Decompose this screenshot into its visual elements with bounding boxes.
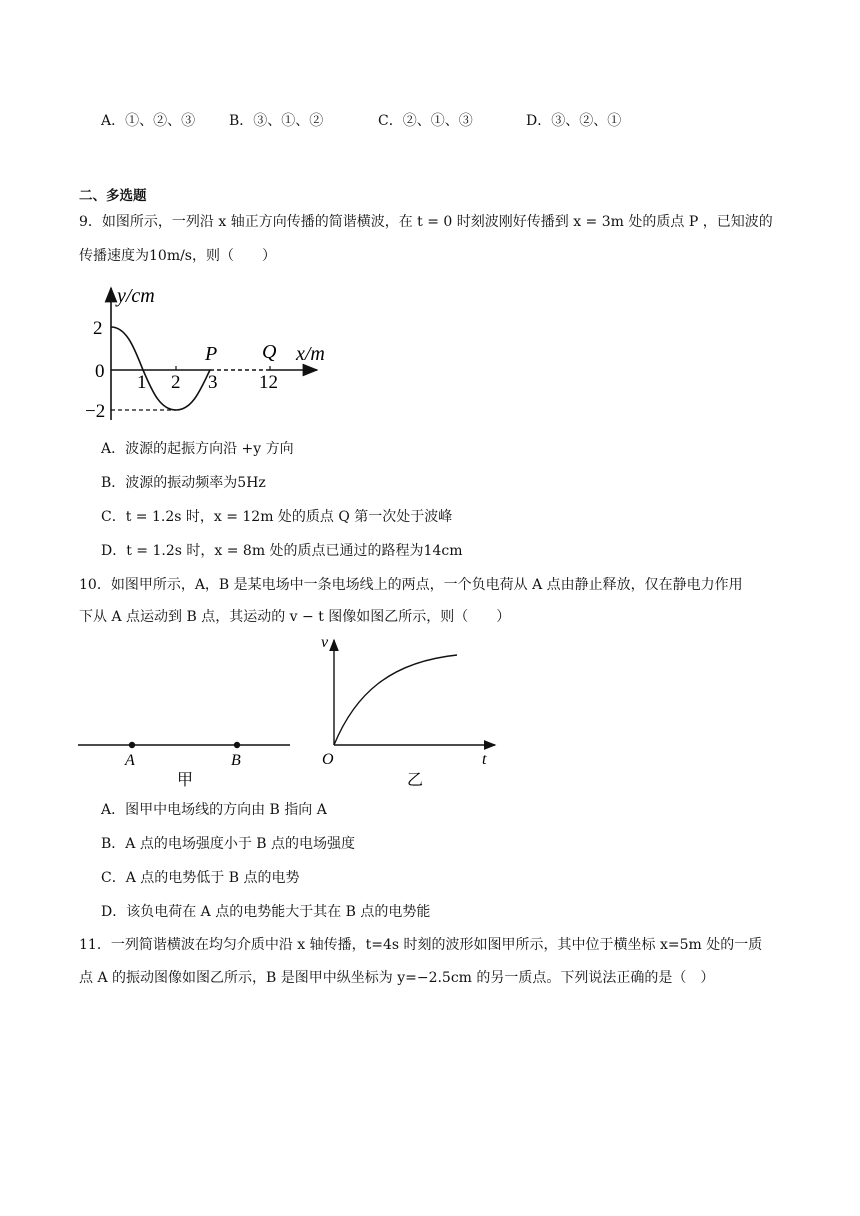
q10-option-a: A．图甲中电场线的方向由 B 指向 A <box>101 802 327 818</box>
point-b-dot <box>234 742 240 748</box>
q9-wave-figure <box>85 280 345 430</box>
q8-option-b: B．③、①、② <box>229 113 324 129</box>
wave-curve <box>111 327 210 410</box>
q9-option-d: D．t = 1.2s 时，x = 8m 处的质点已通过的路程为14cm <box>101 543 463 559</box>
q9-stem-line1: 9．如图所示，一列沿 x 轴正方向传播的简谐横波，在 t = 0 时刻波刚好传播到 x = 3m 处的质点 P ，已知波的 <box>79 214 773 230</box>
q10-option-c: C．A 点的电势低于 B 点的电势 <box>101 870 300 886</box>
t-axis-label: t <box>482 751 487 768</box>
point-a-label: A <box>125 752 135 769</box>
q9-option-c: C．t = 1.2s 时，x = 12m 处的质点 Q 第一次处于波峰 <box>101 509 453 525</box>
q10-stem-line2: 下从 A 点运动到 B 点，其运动的 v − t 图像如图乙所示，则（ ） <box>79 609 511 625</box>
q9-stem-line2: 传播速度为10m/s，则（ ） <box>79 248 276 264</box>
q9-option-b: B．波源的振动频率为5Hz <box>101 475 266 491</box>
q10-field-line-figure <box>78 730 293 790</box>
q11-stem-line2: 点 A 的振动图像如图乙所示，B 是图甲中纵坐标为 y=−2.5cm 的另一质点。下列说法正确的是（ ） <box>79 970 715 986</box>
x-tick-1: 1 <box>137 372 147 393</box>
point-a-dot <box>129 742 135 748</box>
q11-stem-line1: 11．一列简谐横波在均匀介质中沿 x 轴传播，t=4s 时刻的波形如图甲所示，其中位于横坐标 x=5m 处的一质 <box>79 937 763 953</box>
x-axis-label: x/m <box>296 343 325 365</box>
figure-caption-jia: 甲 <box>177 772 194 789</box>
section-title: 二、多选题 <box>79 188 147 204</box>
y-axis-label: y/cm <box>117 285 155 307</box>
y-tick-2: 2 <box>93 318 103 339</box>
x-tick-12: 12 <box>259 372 278 393</box>
q8-option-d: D．③、②、① <box>526 113 622 129</box>
origin-label: O <box>322 751 334 768</box>
q10-option-b: B．A 点的电场强度小于 B 点的电场强度 <box>101 836 356 852</box>
q9-option-a: A．波源的起振方向沿 +y 方向 <box>101 441 294 457</box>
y-tick-neg2: −2 <box>85 401 106 422</box>
q10-option-d: D．该负电荷在 A 点的电势能大于其在 B 点的电势能 <box>101 904 431 920</box>
vt-curve <box>334 655 457 745</box>
x-tick-3: 3 <box>208 372 218 393</box>
q8-option-c: C．②、①、③ <box>378 113 473 129</box>
q10-stem-line1: 10．如图甲所示，A，B 是某电场中一条电场线上的两点，一个负电荷从 A 点由静止释放，仅在静电力作用 <box>79 577 743 593</box>
point-q-label: Q <box>262 341 277 363</box>
x-tick-2: 2 <box>171 372 181 393</box>
point-b-label: B <box>231 752 241 769</box>
v-axis-label: v <box>321 634 329 651</box>
point-p-label: P <box>205 343 218 365</box>
q10-vt-graph <box>315 632 500 792</box>
q8-option-a: A．①、②、③ <box>101 113 196 129</box>
y-tick-0: 0 <box>95 361 105 382</box>
figure-caption-yi: 乙 <box>407 772 424 789</box>
